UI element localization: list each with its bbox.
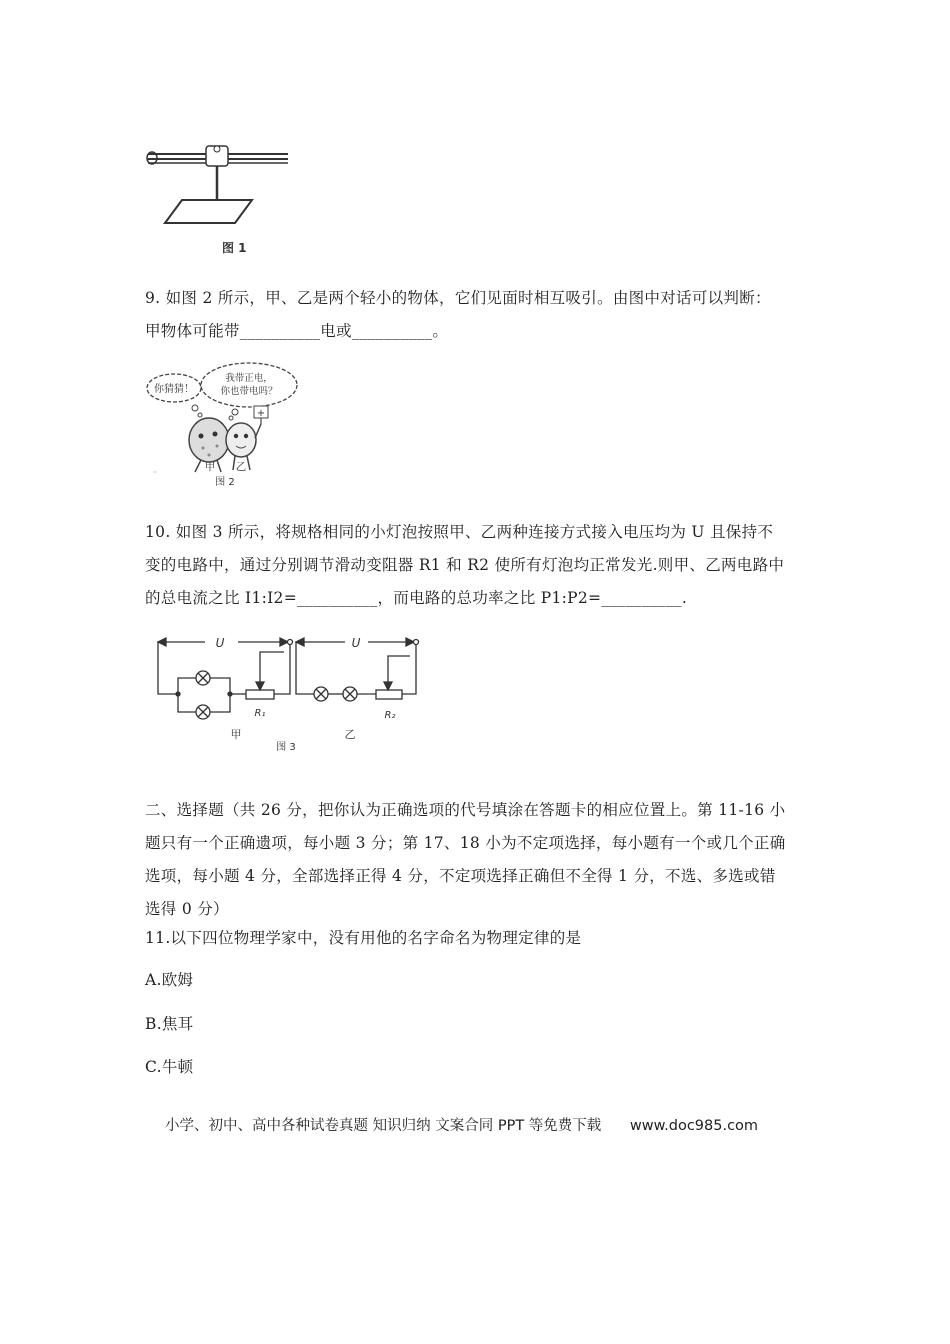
figure-3 — [150, 628, 420, 756]
section-2-line-1: 二、选择题（共 26 分，把你认为正确选项的代号填涂在答题卡的相应位置上。第 11-16 小 — [145, 801, 786, 819]
option-b: B.焦耳 — [145, 1015, 194, 1033]
footer — [165, 1114, 805, 1135]
footer-text: 小学、初中、高中各种试卷真题 知识归纳 文案合同 PPT 等免费下载 — [165, 1118, 602, 1134]
figure-3-u-right: U — [351, 636, 361, 650]
bubble-right-text-1: 我带正电， — [225, 373, 273, 384]
option-c: C.牛顿 — [145, 1058, 194, 1076]
figure-3-label-jia: 甲 — [230, 728, 242, 741]
figure-3-caption: 图 3 — [276, 742, 296, 753]
figure-1 — [140, 135, 300, 265]
section-2-instructions — [145, 794, 810, 926]
footer-url[interactable]: www.doc985.com — [629, 1118, 759, 1134]
option-a: A.欧姆 — [145, 971, 194, 989]
figure-3-label-yi: 乙 — [344, 728, 356, 741]
figure-3-u-left: U — [215, 636, 225, 650]
figure-2 — [143, 360, 303, 490]
section-2-line-2: 题只有一个正确遗项，每小题 3 分；第 17、18 小为不定项选择，每小题有一个或几个正确 — [145, 834, 786, 852]
question-10-line-3: 的总电流之比 I1:I2=__________，而电路的总功率之比 P1:P2=__________. — [145, 589, 688, 607]
figure-2-drawing — [143, 360, 303, 490]
question-10 — [145, 516, 810, 615]
figure-1-drawing — [140, 135, 300, 265]
question-9-line-2: 甲物体可能带__________电或__________。 — [145, 322, 449, 340]
question-11-stem: 11.以下四位物理学家中，没有用他的名字命名为物理定律的是 — [145, 929, 582, 947]
figure-3-r2: R₂ — [384, 710, 396, 721]
question-9 — [145, 282, 810, 348]
figure-3-drawing — [150, 628, 420, 756]
question-10-line-2: 变的电路中，通过分别调节滑动变阻器 R1 和 R2 使所有灯泡均正常发光.则甲、乙两电路中 — [145, 556, 785, 574]
section-2-line-4: 选得 0 分） — [145, 900, 229, 918]
figure-2-label-yi: 乙 — [235, 461, 247, 473]
figure-2-caption: 图 2 — [215, 477, 235, 488]
section-2-line-3: 选项，每小题 4 分，全部选择正得 4 分，不定项选择正确但不全得 1 分，不选、多选或错 — [145, 867, 776, 885]
figure-3-r1: R₁ — [254, 708, 266, 719]
bubble-right-text-2: 你也带电吗？ — [220, 386, 278, 397]
figure-2-label-jia: 甲 — [204, 461, 216, 473]
figure-1-caption: 图 1 — [222, 241, 247, 255]
question-10-line-1: 10. 如图 3 所示，将规格相同的小灯泡按照甲、乙两种连接方式接入电压均为 U 且保持不 — [145, 523, 774, 541]
question-9-line-1: 9. 如图 2 所示，甲、乙是两个轻小的物体，它们见面时相互吸引。由图中对话可以判断： — [145, 289, 771, 307]
svg-text:+: + — [256, 408, 266, 419]
bubble-left-text: 你猜猜！ — [154, 384, 194, 395]
